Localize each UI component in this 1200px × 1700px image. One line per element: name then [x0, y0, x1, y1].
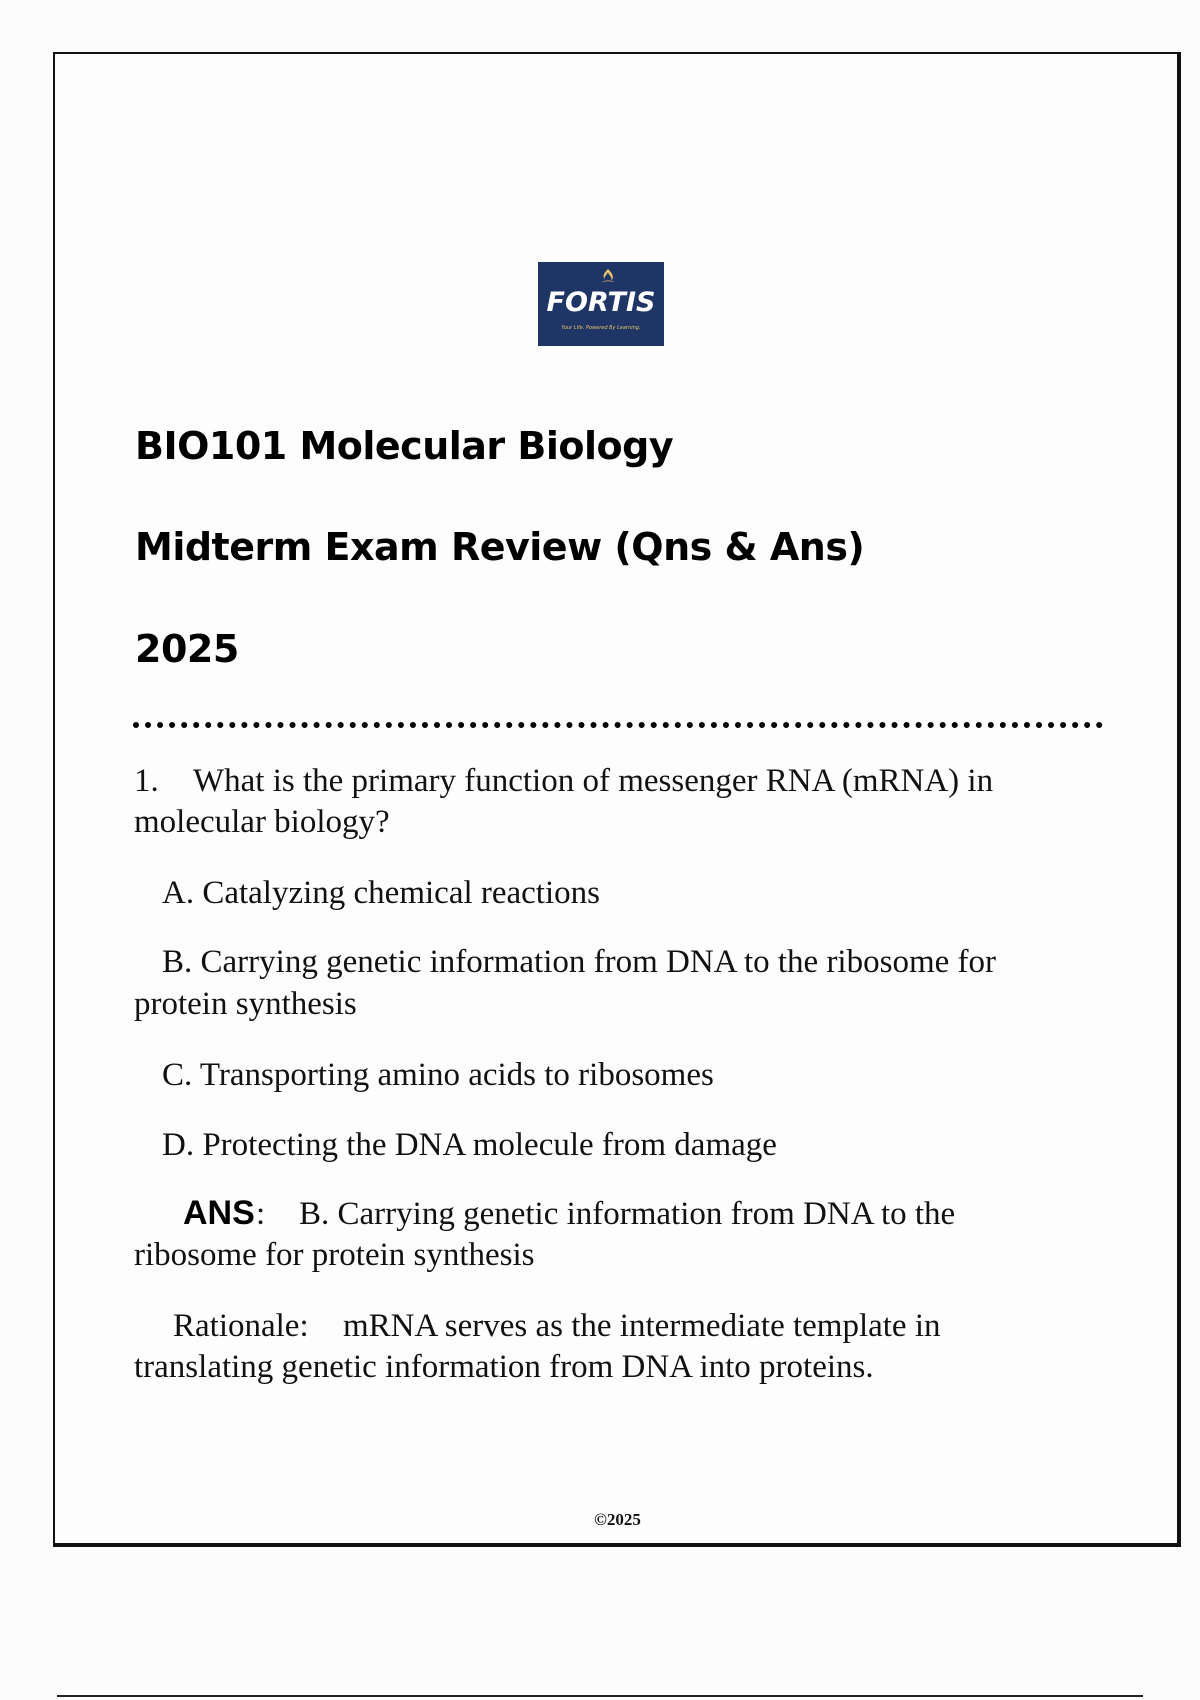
flame-icon: [598, 268, 618, 286]
answer-text-line2: ribosome for protein synthesis: [134, 1237, 535, 1273]
rationale-text-line2: translating genetic information from DNA into proteins.: [134, 1349, 874, 1385]
dotted-divider: [133, 722, 1103, 728]
page-bottom-rule: [57, 1695, 1143, 1697]
rationale-text-line1: mRNA serves as the intermediate template in: [343, 1308, 941, 1344]
option-d: D. Protecting the DNA molecule from damage: [162, 1127, 777, 1163]
logo-tagline: Your Life. Powered By Learning.: [561, 325, 641, 331]
document-year: 2025: [135, 627, 239, 671]
rationale-label: Rationale:: [173, 1308, 309, 1344]
question-text-line1: What is the primary function of messenger RNA (mRNA) in: [193, 763, 994, 799]
course-title: BIO101 Molecular Biology: [135, 424, 674, 468]
question-number: 1.: [134, 763, 159, 799]
answer-text-line1: B. Carrying genetic information from DNA to the: [299, 1196, 956, 1232]
option-b-line2: protein synthesis: [134, 986, 357, 1022]
option-c: C. Transporting amino acids to ribosomes: [162, 1057, 714, 1093]
fortis-logo: [538, 262, 664, 346]
question-text-line2: molecular biology?: [134, 804, 390, 840]
document-subtitle: Midterm Exam Review (Qns & Ans): [135, 525, 865, 569]
logo-wordmark: FORTIS: [546, 287, 656, 318]
option-a: A. Catalyzing chemical reactions: [162, 875, 600, 911]
answer-label: ANS: [183, 1194, 255, 1232]
option-b-line1: B. Carrying genetic information from DNA to the ribosome for: [162, 944, 996, 980]
answer-colon: :: [256, 1196, 266, 1232]
copyright-notice: ©2025: [594, 1510, 641, 1529]
